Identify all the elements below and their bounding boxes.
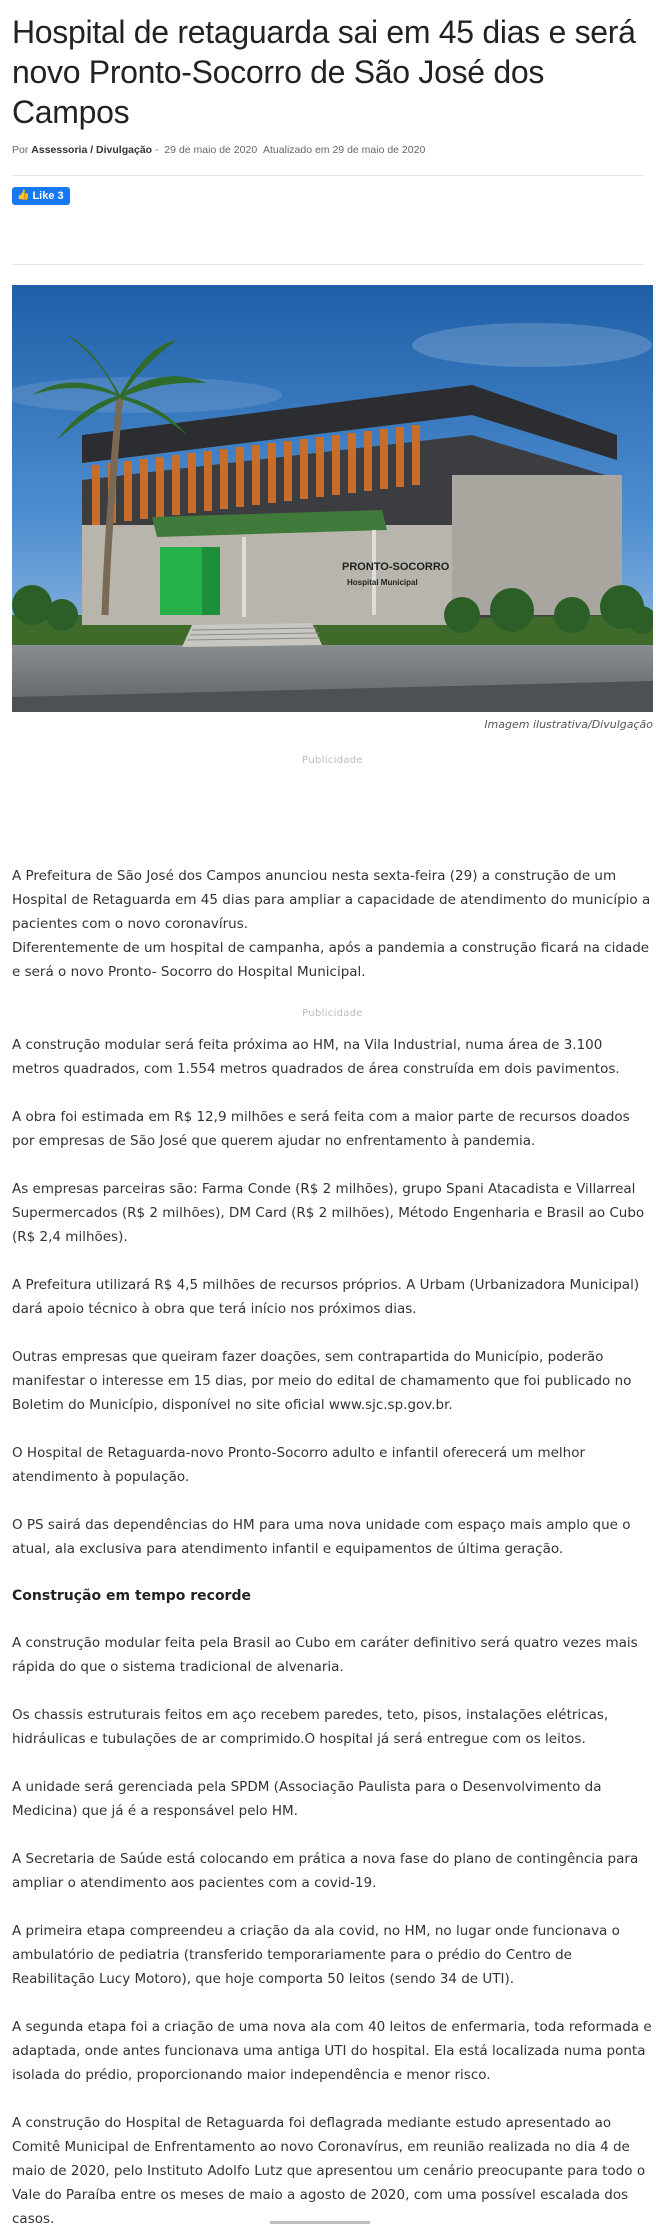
updated-date: Atualizado em 29 de maio de 2020: [263, 144, 426, 156]
advertisement-label: Publicidade: [302, 755, 363, 766]
like-count: 3: [57, 190, 64, 202]
article-title: Hospital de retaguarda sai em 45 dias e será novo Pronto-Socorro de São José dos Campos: [12, 14, 636, 130]
paragraph: Diferentemente de um hospital de campanha, após a pandemia a construção ficará na cidade e será o novo Pronto- Socorro do Hospital Municipal.: [12, 940, 650, 980]
article-byline: [12, 144, 644, 158]
thumbs-up-icon: 👍: [17, 190, 30, 201]
paragraph: A Prefeitura de São José dos Campos anunciou nesta sexta-feira (29) a construção de um Hospital de Retaguarda em 45 dias para ampliar a capacidade de atendimento do município a pacientes com o novo coronavírus.: [12, 868, 651, 932]
hospital-rendering-image: [12, 285, 653, 712]
image-caption: Imagem ilustrativa/Divulgação: [484, 718, 653, 731]
paragraph: Outras empresas que queiram fazer doações, sem contrapartida do Município, poderão manifestar o interesse em 15 dias, por meio do edital de chamamento que foi publicado no Boletim do Município, disponível no site oficial www.sjc.sp.gov.br.: [12, 1349, 632, 1413]
paragraph: A construção modular será feita próxima ao HM, na Vila Industrial, numa área de 3.100 metros quadrados, com 1.554 metros quadrados de área construída em dois pavimentos.: [12, 1037, 620, 1077]
byline-prefix: Por: [12, 144, 29, 156]
paragraph: A construção do Hospital de Retaguarda foi deflagrada mediante estudo apresentado ao Comitê Municipal de Enfrentamento ao novo Coronavírus, em reunião realizada no dia 4 de maio de 2020, pelo Instituto Adolfo Lutz que apresentou um cenário preocupante para todo o Vale do Paraíba entre os meses de maio a agosto de 2020, com uma possível escalada dos casos.: [12, 2115, 646, 2227]
advertisement-label: Publicidade: [302, 1008, 363, 1019]
paragraph: A segunda etapa foi a criação de uma nova ala com 40 leitos de enfermaria, toda reformada e adaptada, onde antes funcionava uma antiga UTI do hospital. Ela está localizada numa ponta isolada do prédio, proporcionando maior independência e menor risco.: [12, 2019, 652, 2083]
paragraph: A construção modular feita pela Brasil ao Cubo em caráter definitivo será quatro vezes mais rápida do que o sistema tradicional de alvenaria.: [12, 1635, 638, 1675]
paragraph: As empresas parceiras são: Farma Conde (R$ 2 milhões), grupo Spani Atacadista e Villarreal Supermercados (R$ 2 milhões), DM Card (R$ 2 milhões), Método Engenharia e Brasil ao Cubo (R$ 2,4 milhões).: [12, 1181, 645, 1245]
section-heading: Construção em tempo recorde: [12, 1588, 251, 1604]
sign-line-2: Hospital Municipal: [347, 578, 418, 587]
article-page: [0, 8, 656, 2231]
author-link[interactable]: Assessoria / Divulgação: [31, 144, 153, 156]
divider: [12, 264, 644, 265]
paragraph: A Prefeitura utilizará R$ 4,5 milhões de recursos próprios. A Urbam (Urbanizadora Municipal) dará apoio técnico à obra que terá início nos próximos dias.: [12, 1277, 640, 1317]
like-label: Like: [32, 190, 55, 202]
paragraph: O Hospital de Retaguarda-novo Pronto-Socorro adulto e infantil oferecerá um melhor atendimento à população.: [12, 1445, 586, 1485]
paragraph: A unidade será gerenciada pela SPDM (Associação Paulista para o Desenvolvimento da Medicina) que já é a responsável pelo HM.: [12, 1779, 602, 1819]
sign-line-1: PRONTO-SOCORRO: [342, 561, 450, 573]
scroll-indicator: [270, 2221, 370, 2224]
share-bar: [12, 176, 644, 264]
paragraph: A primeira etapa compreendeu a criação da ala covid, no HM, no lugar onde funcionava o ambulatório de pediatria (transferido temporariamente para o prédio do Centro de Reabilitação Lucy Motoro), que hoje comporta 50 leitos (sendo 34 de UTI).: [12, 1923, 620, 1987]
published-date: 29 de maio de 2020: [164, 144, 258, 156]
facebook-like-button[interactable]: [12, 187, 70, 205]
paragraph: A Secretaria de Saúde está colocando em prática a nova fase do plano de contingência para ampliar o atendimento aos pacientes com a covid-19.: [12, 1851, 639, 1891]
paragraph: Os chassis estruturais feitos em aço recebem paredes, teto, pisos, instalações elétricas, hidráulicas e tubulações de ar comprimido.O hospital já será entregue com os leitos.: [12, 1707, 609, 1747]
paragraph: A obra foi estimada em R$ 12,9 milhões e será feita com a maior parte de recursos doados por empresas de São José que querem ajudar no enfrentamento à pandemia.: [12, 1109, 630, 1149]
article-body: [12, 864, 653, 2231]
byline-separator: -: [155, 144, 159, 156]
paragraph: O PS sairá das dependências do HM para uma nova unidade com espaço mais amplo que o atual, ala exclusiva para atendimento infantil e equipamentos de última geração.: [12, 1517, 631, 1557]
